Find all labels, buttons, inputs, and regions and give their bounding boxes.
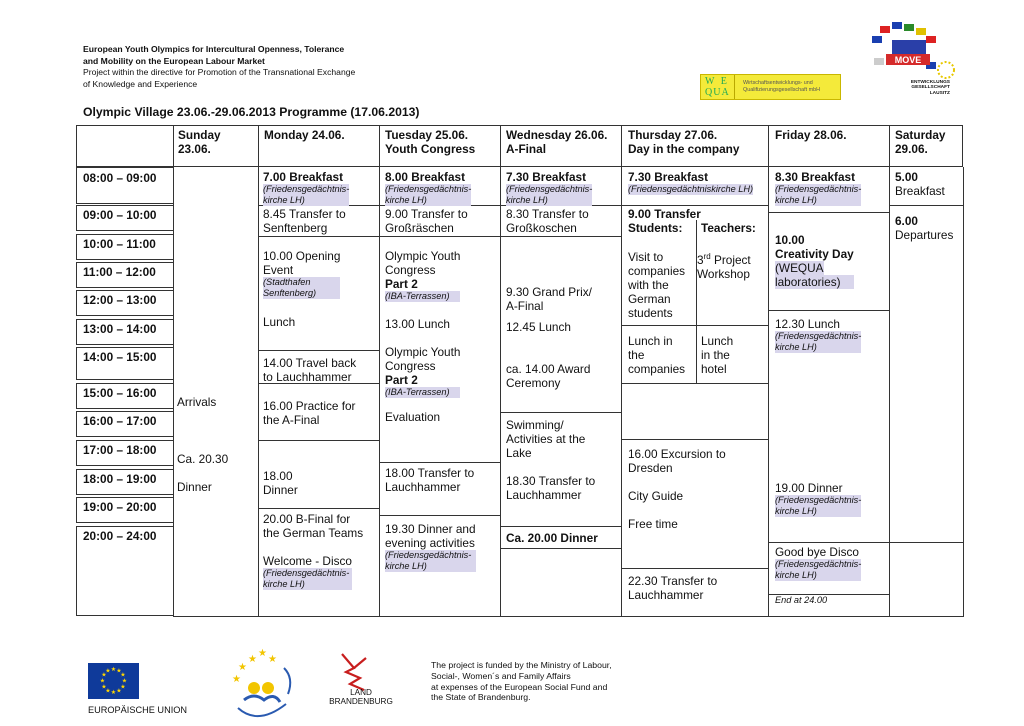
event-title: laboratories) bbox=[775, 275, 854, 289]
event-title: Olympic Youth bbox=[385, 249, 461, 263]
header-cell bbox=[76, 125, 174, 167]
event-title: 14.00 Travel back bbox=[263, 356, 357, 370]
time-slot: 12:00 – 13:00 bbox=[83, 293, 157, 307]
sunday-ca: Ca. 20.30 bbox=[177, 452, 229, 466]
column-header-text: Wednesday 26.06. bbox=[506, 128, 608, 142]
friday-lunch bbox=[775, 317, 861, 353]
grid-line bbox=[500, 167, 501, 616]
grid-line bbox=[621, 205, 768, 206]
event-title-part: 3 bbox=[697, 252, 704, 267]
swoosh-icon bbox=[244, 696, 280, 702]
event-title: companies bbox=[628, 362, 686, 376]
grid-line bbox=[768, 310, 889, 311]
time-slot: 13:00 – 14:00 bbox=[83, 322, 157, 336]
header-line: European Youth Olympics for Intercultural Openness, Tolerance bbox=[83, 44, 345, 54]
svg-text:★: ★ bbox=[248, 654, 257, 665]
monday-dinner bbox=[263, 469, 298, 497]
thursday-students-label: Students: bbox=[628, 221, 683, 235]
tuesday-lunch: 13.00 Lunch bbox=[385, 317, 450, 331]
column-header-saturday bbox=[895, 128, 945, 156]
wequa-mark-bottom: QUA bbox=[705, 87, 730, 98]
event-title: 16.00 Excursion to bbox=[628, 447, 726, 461]
event-location: (Stadthafen bbox=[263, 277, 340, 288]
event-title: 18.00 bbox=[263, 469, 293, 483]
friday-end: End at 24.00 bbox=[775, 595, 828, 605]
event-title: 9.00 Transfer to bbox=[385, 207, 468, 221]
event-title: companies bbox=[628, 264, 686, 278]
svg-text:★: ★ bbox=[120, 671, 126, 679]
grid-line bbox=[258, 236, 379, 237]
event-title: Lunch in bbox=[628, 334, 673, 348]
event-location: kirche LH) bbox=[775, 506, 861, 517]
esf-brandenburg-logo bbox=[218, 648, 300, 726]
event-title: 5.00 bbox=[895, 170, 918, 184]
grid-line bbox=[258, 508, 379, 509]
grid-line bbox=[621, 383, 768, 384]
event-location: (Friedensgedächtnis- bbox=[385, 184, 472, 194]
thursday-city-guide: City Guide bbox=[628, 489, 684, 503]
event-title: A-Final bbox=[506, 299, 544, 313]
column-header-text: Thursday 27.06. bbox=[628, 128, 718, 142]
svg-text:★: ★ bbox=[238, 662, 247, 673]
event-title: Departures bbox=[895, 228, 954, 242]
thursday-lunch-students bbox=[628, 334, 685, 376]
grid-line bbox=[963, 167, 964, 616]
event-title: in the bbox=[701, 348, 730, 362]
event-title: 7.30 Breakfast bbox=[506, 170, 587, 184]
grid-line bbox=[500, 236, 621, 237]
event-title: with the bbox=[628, 278, 669, 292]
event-location: kirche LH) bbox=[263, 195, 349, 206]
move-org-line: GESELLSCHAFT bbox=[911, 85, 950, 91]
event-title: Großkoschen bbox=[506, 221, 577, 235]
event-title: Lauchhammer bbox=[385, 480, 461, 494]
wednesday-lunch: 12.45 Lunch bbox=[506, 320, 571, 334]
time-slot: 10:00 – 11:00 bbox=[83, 237, 156, 251]
event-title: 8.00 Breakfast bbox=[385, 170, 466, 184]
sunday-dinner: Dinner bbox=[177, 480, 212, 494]
column-header-text: 29.06. bbox=[895, 142, 928, 156]
time-slot: 18:00 – 19:00 bbox=[83, 472, 157, 486]
event-title: 20.00 B-Final for bbox=[263, 512, 351, 526]
event-title: evening activities bbox=[385, 536, 475, 550]
svg-text:★: ★ bbox=[120, 683, 126, 691]
event-title: the German Teams bbox=[263, 526, 364, 540]
column-header-friday bbox=[775, 128, 846, 142]
event-title: Part 2 bbox=[385, 373, 418, 387]
grid-line bbox=[258, 350, 379, 351]
event-title: 16.00 Practice for bbox=[263, 399, 356, 413]
event-title: Creativity Day bbox=[775, 247, 854, 261]
event-title: Visit to bbox=[628, 250, 664, 264]
funding-line: Social-, Women´s and Family Affairs bbox=[431, 670, 571, 681]
event-location: (Friedensgedächtniskirche LH) bbox=[628, 184, 754, 194]
event-title-sup: rd bbox=[703, 252, 711, 261]
thursday-workshop bbox=[697, 250, 751, 281]
event-title: ca. 14.00 Award bbox=[506, 362, 591, 376]
event-title: Dinner bbox=[263, 483, 298, 497]
event-title: 18.00 Transfer to bbox=[385, 466, 475, 480]
time-slot: 17:00 – 18:00 bbox=[83, 443, 157, 457]
grid-line bbox=[500, 526, 621, 527]
header-line: and Mobility on the European Labour Market bbox=[83, 55, 265, 66]
svg-text:★: ★ bbox=[105, 687, 111, 695]
event-location: Senftenberg) bbox=[263, 288, 340, 299]
event-title: 8.30 Breakfast bbox=[775, 170, 856, 184]
svg-text:★: ★ bbox=[268, 654, 277, 665]
event-title: Congress bbox=[385, 263, 436, 277]
event-title: 19.00 Dinner bbox=[775, 481, 843, 495]
column-header-text: Friday 28.06. bbox=[775, 128, 847, 142]
flag-icon bbox=[874, 58, 884, 65]
funding-line: at expenses of the European Social Fund and bbox=[431, 681, 608, 692]
event-title: Ceremony bbox=[506, 376, 561, 390]
event-title: Breakfast bbox=[895, 184, 945, 198]
flag-icon bbox=[916, 28, 926, 35]
people-icon bbox=[892, 40, 926, 54]
wequa-text-line: Qualifizierungsgesellschaft mbH bbox=[743, 87, 821, 93]
grid-line bbox=[889, 205, 963, 206]
event-location: kirche LH) bbox=[385, 561, 476, 572]
time-slot: 19:00 – 20:00 bbox=[83, 500, 157, 514]
column-header-sunday bbox=[178, 128, 221, 156]
column-header-tuesday bbox=[385, 128, 475, 156]
event-location: (Friedensgedächtnis- bbox=[263, 184, 350, 194]
svg-text:★: ★ bbox=[258, 648, 267, 659]
arc-icon bbox=[238, 704, 286, 716]
time-slot: 09:00 – 10:00 bbox=[83, 208, 157, 222]
column-header-text: Saturday bbox=[895, 128, 946, 142]
grid-line bbox=[621, 568, 768, 569]
event-title: Workshop bbox=[697, 266, 750, 281]
wednesday-breakfast bbox=[506, 170, 592, 206]
monday-practice bbox=[263, 399, 355, 427]
wequa-text bbox=[735, 80, 820, 94]
event-title: 12.30 Lunch bbox=[775, 317, 840, 331]
grid-line bbox=[379, 515, 500, 516]
thursday-transfer-2 bbox=[628, 574, 717, 602]
grid-line bbox=[173, 616, 964, 617]
time-slot: 20:00 – 24:00 bbox=[83, 529, 157, 543]
event-location: (Friedensgedächtnis- bbox=[263, 568, 352, 579]
event-title: Lauchhammer bbox=[506, 488, 582, 502]
brandenburg-label-line: LAND bbox=[350, 688, 372, 697]
move-org-line: LAUSITZ bbox=[929, 90, 950, 96]
column-header-text: Day in the company bbox=[628, 142, 740, 156]
friday-breakfast bbox=[775, 170, 861, 206]
event-title: 10.00 bbox=[775, 233, 805, 247]
flag-icon bbox=[904, 24, 914, 31]
column-header-text: Youth Congress bbox=[385, 142, 476, 156]
brandenburg-label bbox=[321, 688, 401, 706]
grid-line bbox=[258, 167, 259, 616]
grid-line bbox=[379, 167, 380, 616]
flag-icon bbox=[892, 22, 902, 29]
svg-text:★: ★ bbox=[99, 677, 106, 685]
event-title: 6.00 bbox=[895, 214, 918, 228]
svg-text:★: ★ bbox=[116, 667, 122, 675]
time-slot: 08:00 – 09:00 bbox=[83, 171, 157, 185]
grid-line bbox=[768, 542, 889, 543]
column-header-monday bbox=[264, 128, 345, 142]
wednesday-swimming bbox=[506, 418, 585, 460]
event-title: students bbox=[628, 306, 673, 320]
svg-text:★: ★ bbox=[121, 677, 128, 685]
event-location: (Friedensgedächtnis- bbox=[385, 550, 476, 561]
grid-line bbox=[379, 236, 500, 237]
svg-text:★: ★ bbox=[110, 666, 117, 673]
event-location: (Friedensgedächtnis- bbox=[775, 495, 862, 505]
eu-stars-icon bbox=[88, 663, 139, 699]
time-slot: 11:00 – 12:00 bbox=[83, 265, 156, 279]
tuesday-dinner bbox=[385, 522, 476, 572]
event-location: (Friedensgedächtnis- bbox=[775, 184, 862, 194]
grid-line bbox=[621, 439, 768, 440]
programme-title: Olympic Village 23.06.-29.06.2013 Programme (17.06.2013) bbox=[83, 105, 420, 119]
funding-line: the State of Brandenburg. bbox=[431, 692, 531, 703]
tuesday-transfer bbox=[385, 207, 468, 235]
event-title: (WEQUA bbox=[775, 261, 824, 275]
saturday-departures bbox=[895, 214, 953, 242]
eu-flag-icon bbox=[88, 663, 139, 699]
grid-line bbox=[889, 167, 890, 616]
move-word: MOVE bbox=[894, 55, 922, 65]
event-title: the bbox=[628, 348, 645, 362]
wednesday-transfer bbox=[506, 207, 589, 235]
flag-icon bbox=[880, 26, 890, 33]
event-title: Good bye Disco bbox=[775, 545, 859, 559]
header-line: of Knowledge and Experience bbox=[83, 78, 198, 89]
svg-text:★: ★ bbox=[101, 683, 107, 691]
time-slot: 14:00 – 15:00 bbox=[83, 350, 157, 364]
monday-opening bbox=[263, 249, 340, 299]
flag-icon bbox=[872, 36, 882, 43]
eu-label: EUROPÄISCHE UNION bbox=[88, 705, 188, 715]
event-title: 8.45 Transfer to bbox=[263, 207, 346, 221]
wequa-mark bbox=[701, 75, 735, 99]
thursday-breakfast bbox=[628, 170, 753, 195]
event-location: kirche LH) bbox=[263, 579, 352, 590]
event-location: kirche LH) bbox=[506, 195, 592, 206]
event-title: to Lauchhammer bbox=[263, 370, 352, 384]
move-org-line: ENTWICKLUNGS bbox=[910, 80, 950, 85]
arc-icon bbox=[284, 668, 290, 694]
wednesday-grand-prix bbox=[506, 285, 592, 313]
event-location: (IBA-Terrassen) bbox=[385, 387, 460, 398]
friday-disco bbox=[775, 545, 861, 581]
sunday-arrivals: Arrivals bbox=[177, 395, 217, 409]
thursday-free-time: Free time bbox=[628, 517, 678, 531]
grid-line bbox=[696, 220, 697, 384]
monday-bfinal bbox=[263, 512, 363, 540]
project-header bbox=[83, 44, 355, 90]
event-title: 8.30 Transfer to bbox=[506, 207, 589, 221]
event-title: German bbox=[628, 292, 671, 306]
grid-line bbox=[621, 325, 768, 326]
tuesday-transfer-2 bbox=[385, 466, 474, 494]
event-title: Lake bbox=[506, 446, 532, 460]
wequa-mark-top: W E bbox=[705, 76, 729, 87]
wequa-text-line: Wirtschaftsentwicklungs- und bbox=[743, 80, 813, 86]
column-header-text: 23.06. bbox=[178, 142, 211, 156]
friday-dinner bbox=[775, 481, 861, 517]
funding-line: The project is funded by the Ministry of Labour, bbox=[431, 660, 612, 670]
column-header-wednesday bbox=[506, 128, 607, 156]
person-icon bbox=[262, 682, 274, 694]
tuesday-breakfast bbox=[385, 170, 471, 206]
event-title: Großräschen bbox=[385, 221, 454, 235]
header-line: Project within the directive for Promotion of the Transnational Exchange bbox=[83, 67, 356, 77]
saturday-breakfast bbox=[895, 170, 945, 198]
svg-text:★: ★ bbox=[101, 671, 107, 679]
tuesday-congress bbox=[385, 249, 460, 302]
event-title: Activities at the bbox=[506, 432, 586, 446]
thursday-teachers-label: Teachers: bbox=[701, 221, 756, 235]
event-title: Welcome - Disco bbox=[263, 554, 352, 568]
friday-creativity bbox=[775, 233, 854, 289]
event-location: kirche LH) bbox=[775, 570, 861, 581]
event-title: Olympic Youth bbox=[385, 345, 461, 359]
wednesday-award bbox=[506, 362, 590, 390]
thursday-visit bbox=[628, 250, 685, 320]
monday-lunch: Lunch bbox=[263, 315, 296, 329]
event-title: Congress bbox=[385, 359, 436, 373]
column-header-text: Monday 24.06. bbox=[264, 128, 345, 142]
event-title: 7.00 Breakfast bbox=[263, 170, 344, 184]
monday-breakfast bbox=[263, 170, 349, 206]
flag-icon bbox=[926, 36, 936, 43]
event-title: Senftenberg bbox=[263, 221, 328, 235]
tuesday-congress-2 bbox=[385, 345, 460, 398]
event-location: (Friedensgedächtnis- bbox=[775, 331, 862, 341]
event-location: (IBA-Terrassen) bbox=[385, 291, 460, 302]
column-header-text: Tuesday 25.06. bbox=[385, 128, 469, 142]
event-title: Event bbox=[263, 263, 294, 277]
event-title: hotel bbox=[701, 362, 727, 376]
svg-text:★: ★ bbox=[110, 689, 117, 696]
grid-line bbox=[768, 167, 769, 616]
event-location: kirche LH) bbox=[775, 342, 861, 353]
event-title: Dresden bbox=[628, 461, 673, 475]
thursday-lunch-teachers bbox=[701, 334, 733, 376]
funding-note bbox=[431, 660, 612, 703]
time-slot: 16:00 – 17:00 bbox=[83, 414, 157, 428]
thursday-excursion bbox=[628, 447, 726, 475]
event-title: Swimming/ bbox=[506, 418, 564, 432]
event-title: 9.30 Grand Prix/ bbox=[506, 285, 592, 299]
column-header-thursday bbox=[628, 128, 739, 156]
person-icon bbox=[248, 682, 260, 694]
grid-line bbox=[889, 542, 963, 543]
event-title: 19.30 Dinner and bbox=[385, 522, 476, 536]
column-header-text: A-Final bbox=[506, 142, 546, 156]
svg-text:★: ★ bbox=[232, 674, 241, 685]
monday-transfer bbox=[263, 207, 346, 235]
event-title: 7.30 Breakfast bbox=[628, 170, 709, 184]
event-location: kirche LH) bbox=[775, 195, 861, 206]
event-title: Lunch bbox=[701, 334, 734, 348]
monday-disco bbox=[263, 554, 352, 590]
event-title: Lauchhammer bbox=[628, 588, 704, 602]
thursday-transfer: 9.00 Transfer bbox=[628, 207, 701, 221]
event-location: (Friedensgedächtnis- bbox=[775, 559, 862, 569]
grid-line bbox=[500, 412, 621, 413]
event-title: 18.30 Transfer to bbox=[506, 474, 596, 488]
wednesday-dinner: Ca. 20.00 Dinner bbox=[506, 531, 598, 545]
event-title-part: Project bbox=[710, 252, 751, 267]
grid-line bbox=[621, 167, 622, 616]
event-title: the A-Final bbox=[263, 413, 320, 427]
event-title: 10.00 Opening bbox=[263, 249, 341, 263]
event-location: (Friedensgedächtnis- bbox=[506, 184, 593, 194]
event-title: Part 2 bbox=[385, 277, 418, 291]
tuesday-evaluation: Evaluation bbox=[385, 410, 441, 424]
column-header-text: Sunday bbox=[178, 128, 221, 142]
event-title bbox=[697, 250, 751, 267]
svg-text:★: ★ bbox=[105, 667, 111, 675]
wequa-logo bbox=[700, 74, 841, 100]
svg-text:★: ★ bbox=[116, 687, 122, 695]
grid-line bbox=[258, 440, 379, 441]
grid-line bbox=[173, 167, 174, 616]
grid-line bbox=[768, 212, 889, 213]
eu-stars-icon bbox=[938, 62, 954, 78]
wednesday-transfer-2 bbox=[506, 474, 595, 502]
move-org bbox=[878, 80, 950, 96]
event-location: kirche LH) bbox=[385, 195, 471, 206]
event-title: 22.30 Transfer to bbox=[628, 574, 718, 588]
brandenburg-label-line: BRANDENBURG bbox=[329, 697, 393, 706]
grid-line bbox=[379, 462, 500, 463]
time-slot: 15:00 – 16:00 bbox=[83, 386, 157, 400]
grid-line bbox=[500, 548, 621, 549]
monday-travel bbox=[263, 356, 356, 384]
